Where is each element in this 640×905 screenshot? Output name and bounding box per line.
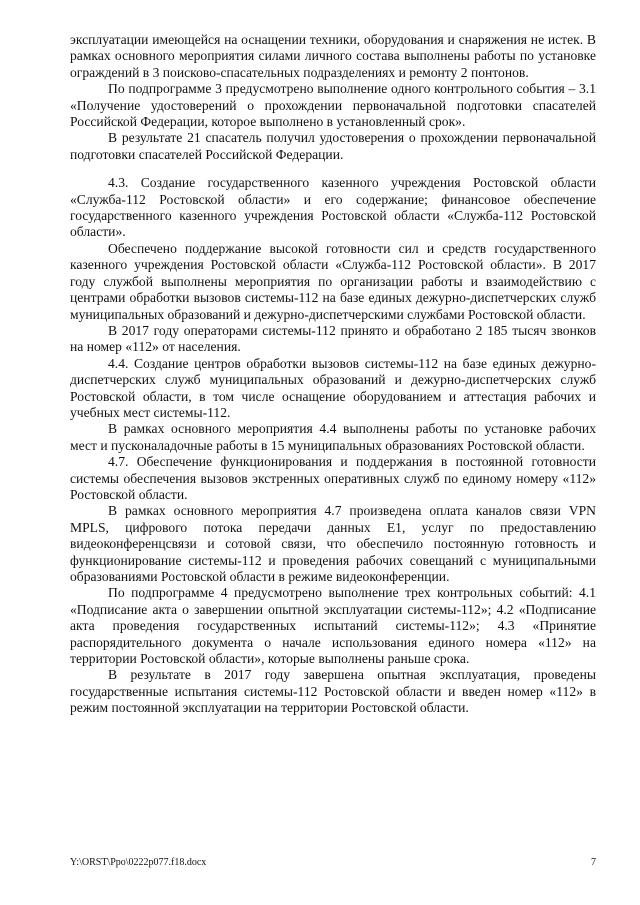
section-heading-4-4: 4.4. Создание центров обработки вызовов системы-112 на базе единых дежурно-диспетчерских служб муниципальных образований и дежурно-диспетчерских служб Ростовской области, в том числе оснащение оборудованием и аттестация рабочих и учебных мест системы-112. bbox=[70, 355, 596, 420]
paragraph: По подпрограмме 3 предусмотрено выполнение одного контрольного события – 3.1 «Получение удостоверений о прохождении первоначальной подготовки спасателей Российской Федерации, которое выполнено в установленный срок». bbox=[70, 81, 596, 130]
paragraph: В рамках основного мероприятия 4.4 выполнены работы по установке рабочих мест и пусконаладочные работы в 15 муниципальных образованиях Ростовской области. bbox=[70, 421, 596, 453]
section-heading-4-3: 4.3. Создание государственного казенного учреждения Ростовской области «Служба-112 Ростовской области» и его содержание; финансовое обеспечение государственного казенного учреждения Ростовской области «Служба-112 Ростовской области». bbox=[70, 175, 596, 240]
paragraph: В результате 21 спасатель получил удостоверения о прохождении первоначальной подготовки спасателей Российской Федерации. bbox=[70, 130, 596, 162]
paragraph: В рамках основного мероприятия 4.7 произведена оплата каналов связи VPN MPLS, цифрового потока передачи данных E1, услуг по предоставлению видеоконференцсвязи и сотовой связи, что обеспечило постоянную готовность и функционирование системы-112 и проведения рабочих совещаний с муниципальными образованиями Ростовской области в режиме видеоконференции. bbox=[70, 503, 596, 584]
page-number: 7 bbox=[591, 857, 596, 868]
paragraph: По подпрограмме 4 предусмотрено выполнение трех контрольных событий: 4.1 «Подписание акта о завершении опытной эксплуатации системы-112»; 4.2 «Подписание акта проведения государственных испытаний системы-112»; 4.3 «Принятие распорядительного документа о начале использования единого номера «112» на территории Ростовской области», которые выполнены раньше срока. bbox=[70, 585, 596, 667]
paragraph: В результате в 2017 году завершена опытная эксплуатация, проведены государственные испытания системы-112 Ростовской области и введен номер «112» в режим постоянной эксплуатации на территории Ростовской области. bbox=[70, 667, 596, 716]
document-body bbox=[70, 32, 596, 717]
file-path: Y:\ORST\Ppo\0222p077.f18.docx bbox=[70, 857, 207, 868]
paragraph: В 2017 году операторами системы-112 принято и обработано 2 185 тысяч звонков на номер «112» от населения. bbox=[70, 322, 596, 355]
section-heading-4-7: 4.7. Обеспечение функционирования и поддержания в постоянной готовности системы обеспечения вызовов экстренных оперативных служб по единому номеру «112» Ростовской области. bbox=[70, 454, 596, 502]
paragraph: Обеспечено поддержание высокой готовности сил и средств государственного казенного учреждения Ростовской области «Служба-112 Ростовской области». В 2017 году службой выполнены мероприятия по организации работы и взаимодействию с центрами обработки вызовов системы-112 на базе единых дежурно-диспетчерских служб муниципальных образований и дежурно-диспетчерскими службами Ростовской области. bbox=[70, 240, 596, 322]
paragraph: эксплуатации имеющейся на оснащении техники, оборудования и снаряжения не истек. В рамках основного мероприятия силами личного состава выполнены работы по установке ограждений в 3 поисково-спасательных подразделениях и ремонту 2 понтонов. bbox=[70, 32, 596, 80]
